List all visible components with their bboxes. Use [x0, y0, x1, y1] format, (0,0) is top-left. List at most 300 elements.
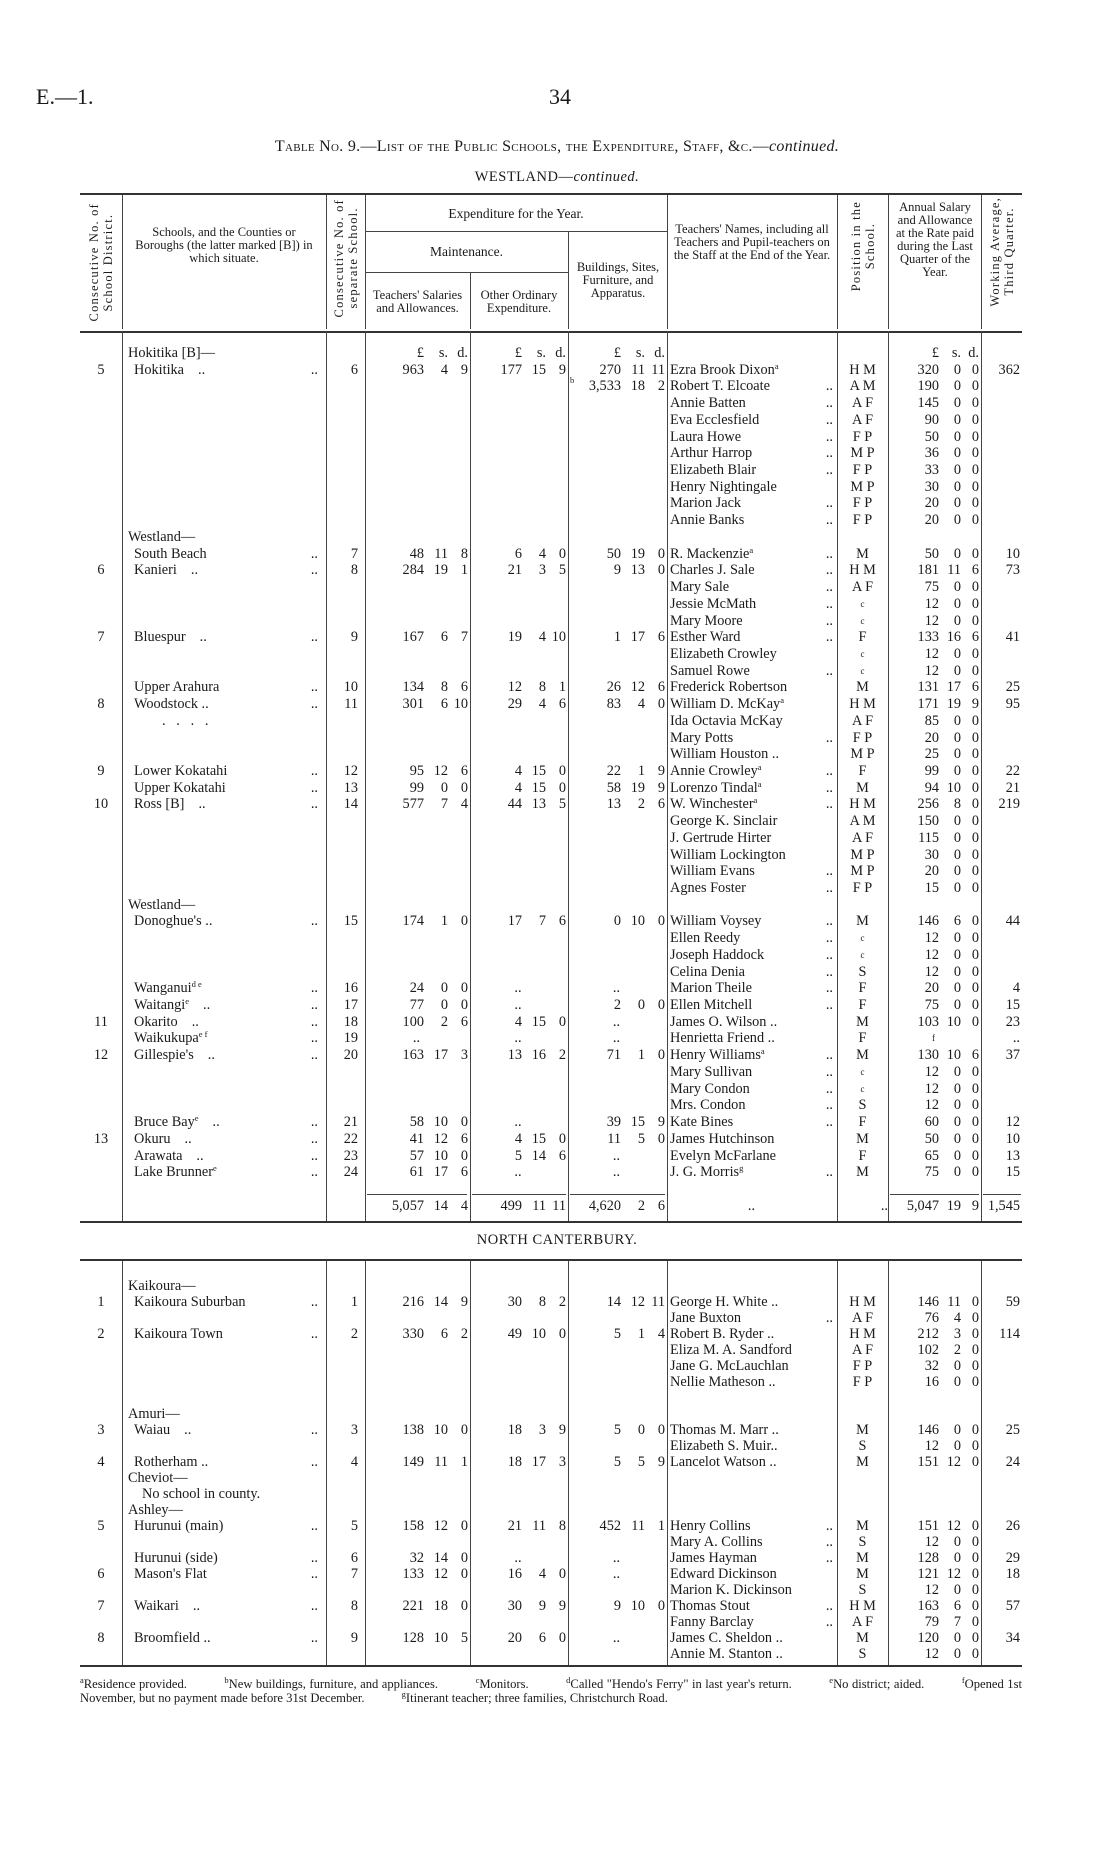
teachers-salaries-shillings: 4 [440, 361, 448, 378]
other-expenditure-shillings: 13 [531, 796, 546, 813]
teacher-position: F P [852, 1358, 873, 1374]
school-name-cell [122, 730, 326, 747]
annual-salary-shillings: 0 [953, 880, 961, 896]
teacher-name [670, 1131, 833, 1148]
working-average: 4 [1012, 980, 1020, 997]
other-expenditure-pounds: 4 [514, 1013, 522, 1030]
other-expenditure [470, 378, 568, 395]
school-number [326, 730, 365, 747]
teacher-cell [667, 730, 837, 747]
annual-salary-pence: 0 [971, 395, 979, 412]
annual-salary-pounds: 133 [917, 629, 939, 646]
other-expenditure-shillings: 14 [531, 1147, 546, 1164]
teachers-salaries-pence: 6 [460, 1164, 468, 1181]
teachers-salaries [365, 1310, 470, 1326]
teacher-position: c [860, 598, 865, 609]
other-expenditure [470, 746, 568, 763]
table-row [80, 412, 1022, 429]
teacher-name [670, 1047, 826, 1064]
section-bottom-rule [80, 1665, 1022, 1667]
buildings-expenditure [568, 1131, 667, 1148]
school-name-text: Woodstock .. [134, 696, 209, 713]
column-rule [122, 331, 123, 1221]
other-expenditure [470, 1030, 568, 1047]
working-average [981, 1470, 1022, 1486]
school-name [122, 345, 318, 362]
teachers-salaries [365, 1502, 470, 1518]
buildings-expenditure-shillings: 4 [637, 696, 645, 713]
footnote-marker: e [829, 1675, 834, 1685]
school-number [326, 830, 365, 847]
teacher-cell [667, 1198, 837, 1215]
buildings-expenditure [568, 1550, 667, 1566]
annual-salary-pounds: 12 [924, 1582, 939, 1598]
header-rule [568, 231, 569, 329]
teachers-salaries [365, 763, 470, 780]
teacher-position: H M [849, 1598, 876, 1614]
other-expenditure [470, 796, 568, 813]
teacher-position [837, 529, 888, 546]
leader-dots: .. [825, 1310, 833, 1326]
school-name-cell [122, 529, 326, 546]
district-number [80, 1198, 122, 1215]
leader-dots: .. [825, 1550, 833, 1566]
school-name-text: Rotherham .. [134, 1454, 209, 1470]
teachers-salaries-shillings: 10 [433, 1630, 448, 1646]
annual-salary-pence: 6 [971, 679, 979, 696]
teacher-position: M P [850, 746, 875, 763]
teachers-salaries [365, 529, 470, 546]
annual-salary [888, 980, 981, 997]
district-number: 5 [97, 1518, 105, 1534]
teacher-position [837, 1181, 888, 1198]
teachers-salaries-pence: 6 [460, 1013, 468, 1030]
annual-salary-pounds: 36 [924, 445, 939, 462]
teachers-salaries-pounds: 57 [409, 1147, 424, 1164]
district-number [80, 1646, 122, 1662]
total-rule [983, 1194, 1021, 1195]
school-number [326, 1081, 365, 1098]
school-number [326, 1374, 365, 1390]
teacher-cell [667, 679, 837, 696]
teacher-position: M [856, 1164, 869, 1181]
table-row [80, 1630, 1022, 1646]
buildings-expenditure-pounds: 71 [606, 1047, 621, 1064]
teachers-salaries-pence: 7 [460, 629, 468, 646]
annual-salary-shillings: 0 [953, 1080, 961, 1097]
district-number [80, 913, 122, 930]
other-expenditure [470, 1198, 568, 1215]
annual-salary-pence: 0 [971, 1294, 979, 1310]
buildings-expenditure-pence: d. [654, 345, 665, 361]
annual-salary-shillings: 10 [946, 1013, 961, 1030]
annual-salary-pence: 0 [971, 361, 979, 378]
other-expenditure-pence: 0 [558, 779, 566, 796]
working-average [981, 345, 1022, 362]
other-expenditure [470, 1081, 568, 1098]
leader-dots: .. [825, 930, 833, 947]
footnote-marker: c [475, 1675, 480, 1685]
other-expenditure [470, 947, 568, 964]
other-expenditure [470, 412, 568, 429]
leader-dots: .. [203, 997, 211, 1014]
teacher-cell [667, 1181, 837, 1198]
teacher-cell [667, 378, 837, 395]
teachers-salaries-pence: 4 [460, 796, 468, 813]
teachers-salaries-pence: 2 [460, 1326, 468, 1342]
school-name-cell [122, 1534, 326, 1550]
table-row [80, 880, 1022, 897]
other-expenditure [470, 1148, 568, 1165]
working-average: 1,545 [987, 1197, 1020, 1214]
working-average [981, 395, 1022, 412]
district-number: 5 [97, 361, 105, 378]
buildings-expenditure-pounds: 9 [613, 1598, 621, 1614]
annual-salary-pence: 0 [971, 1130, 979, 1147]
teacher-name-text: James O. Wilson .. [670, 1013, 778, 1030]
teacher-cell [667, 897, 837, 914]
school-number: 18 [343, 1013, 358, 1030]
teacher-name [670, 1566, 833, 1582]
buildings-expenditure-pounds: 0 [613, 913, 621, 930]
buildings-expenditure [568, 713, 667, 730]
other-expenditure-pounds: 19 [507, 629, 522, 646]
working-average [981, 663, 1022, 680]
footnote-text: Monitors. [479, 1677, 529, 1691]
teachers-salaries [365, 1518, 470, 1534]
district-number [80, 1310, 122, 1326]
other-expenditure [470, 679, 568, 696]
annual-salary-pounds: 163 [917, 1598, 939, 1614]
teacher-name-text: James Hayman [670, 1550, 757, 1566]
annual-salary-shillings: 19 [946, 696, 961, 713]
teacher-name-text: Thomas M. Marr .. [670, 1422, 779, 1438]
buildings-expenditure-shillings: 13 [630, 562, 645, 579]
other-expenditure [470, 1454, 568, 1470]
teacher-name [670, 1454, 833, 1470]
buildings-expenditure [568, 847, 667, 864]
other-expenditure-value: .. [514, 1164, 522, 1181]
teacher-position: S [858, 1582, 867, 1598]
annual-salary-pounds: 128 [917, 1550, 939, 1566]
teacher-name-text: J. Gertrude Hirter [670, 829, 772, 846]
leader-dots: .. [310, 779, 318, 796]
annual-salary [888, 863, 981, 880]
teacher-position: A M [849, 378, 876, 395]
buildings-expenditure [568, 362, 667, 379]
footnote [224, 1677, 438, 1691]
other-expenditure-value: .. [514, 980, 522, 997]
annual-salary [888, 1030, 981, 1047]
annual-salary [888, 1097, 981, 1114]
teacher-name-text: Celina Denia [670, 963, 746, 980]
header-rule [667, 195, 668, 329]
school-name-cell [122, 596, 326, 613]
annual-salary-shillings: 7 [953, 1614, 961, 1630]
annual-salary-pounds: 256 [917, 796, 939, 813]
annual-salary-shillings: 0 [953, 378, 961, 395]
teacher-name [670, 1014, 833, 1031]
footnote [402, 1691, 668, 1705]
teacher-name-text: Mary Moore [670, 612, 743, 629]
other-expenditure-pence: 6 [558, 913, 566, 930]
district-number [80, 429, 122, 446]
working-average: 24 [1005, 1454, 1020, 1470]
annual-salary [888, 1310, 981, 1326]
annual-salary-pence: 0 [971, 863, 979, 880]
column-rule [326, 331, 327, 1221]
buildings-expenditure: 3,533 18 2 b [570, 375, 665, 395]
buildings-expenditure-value: .. [612, 1630, 621, 1646]
teacher-cell [667, 596, 837, 613]
annual-salary-pounds: 79 [924, 1614, 939, 1630]
annual-salary-pence: 0 [971, 1422, 979, 1438]
teacher-name [670, 696, 833, 713]
annual-salary-pence: d. [968, 345, 979, 361]
teachers-salaries-pence: 1 [460, 1454, 468, 1470]
annual-salary-pence: 0 [971, 980, 979, 997]
other-expenditure-shillings: 4 [538, 696, 546, 713]
table-row [80, 1294, 1022, 1310]
teachers-salaries-pounds: 158 [402, 1518, 424, 1534]
teacher-position: M P [850, 846, 875, 863]
teacher-position [837, 1486, 888, 1502]
school-name-text: Upper Kokatahi [134, 779, 226, 796]
school-name-text: Lower Kokatahi [134, 762, 228, 779]
header-school-no: Consecutive No. of separate School. [331, 199, 360, 318]
district-number [80, 1148, 122, 1165]
district-number [80, 378, 122, 395]
working-average [981, 495, 1022, 512]
other-expenditure-shillings: 8 [538, 679, 546, 696]
teacher-position: M [856, 913, 869, 930]
leader-dots: .. [825, 462, 833, 479]
table-row [80, 1550, 1022, 1566]
other-expenditure [470, 1342, 568, 1358]
teacher-position: A F [851, 579, 874, 596]
other-expenditure-value: .. [514, 1114, 522, 1131]
buildings-expenditure [568, 1486, 667, 1502]
teacher-name [670, 646, 833, 663]
teacher-name-text: George H. White .. [670, 1294, 779, 1310]
header-rule [888, 195, 889, 329]
teacher-position [837, 1502, 888, 1518]
annual-salary-shillings: 0 [953, 645, 961, 662]
annual-salary-shillings: 19 [946, 1197, 961, 1214]
other-expenditure-pence: 0 [558, 762, 566, 779]
leader-dots: .. [212, 1114, 220, 1131]
header-rule [365, 231, 667, 232]
teacher-name-text: William Lockington [670, 846, 786, 863]
teacher-cell [667, 1064, 837, 1081]
school-name [122, 1326, 311, 1342]
annual-salary-shillings: 0 [953, 963, 961, 980]
other-expenditure-shillings: 6 [538, 1630, 546, 1646]
annual-salary-shillings: 0 [953, 1164, 961, 1181]
annual-salary [888, 947, 981, 964]
teacher-position: A F [851, 411, 874, 428]
buildings-expenditure [568, 696, 667, 713]
district-number: 3 [97, 1422, 105, 1438]
school-name-cell [122, 495, 326, 512]
buildings-expenditure-pounds: 4,620 [588, 1197, 621, 1214]
school-name-cell [122, 1374, 326, 1390]
school-name [122, 1550, 311, 1566]
teachers-salaries [365, 1486, 470, 1502]
district-number [80, 679, 122, 696]
buildings-expenditure-shillings: 10 [630, 913, 645, 930]
buildings-expenditure-pounds: 26 [606, 679, 621, 696]
school-name-cell [122, 780, 326, 797]
annual-salary-shillings: 0 [953, 1114, 961, 1131]
annual-salary [888, 763, 981, 780]
other-expenditure [470, 1014, 568, 1031]
teacher-name [670, 1422, 833, 1438]
buildings-expenditure-pence: 6 [657, 1197, 665, 1214]
school-name-cell [122, 1502, 326, 1518]
school-name-cell [122, 1047, 326, 1064]
leader-dots: .. [825, 779, 833, 796]
school-name-text: South Beach [134, 545, 207, 562]
teacher-name-text: Esther Ward [670, 629, 741, 646]
annual-salary-shillings: 0 [953, 1358, 961, 1374]
table-row [80, 1438, 1022, 1454]
footnote-marker: e [185, 996, 190, 1007]
leader-dots: .. [198, 796, 206, 813]
table-row [80, 1390, 1022, 1406]
other-expenditure [470, 1518, 568, 1534]
teachers-salaries-shillings: 17 [433, 1164, 448, 1181]
school-name-text: Bluespur [134, 629, 186, 646]
column-rule [667, 1261, 668, 1665]
annual-salary-shillings: 0 [953, 980, 961, 997]
table-row [80, 1342, 1022, 1358]
school-number [326, 1310, 365, 1326]
leader-dots: .. [310, 997, 318, 1014]
table-row [80, 1646, 1022, 1662]
teacher-cell [667, 947, 837, 964]
annual-salary [888, 1014, 981, 1031]
annual-salary-pounds: 12 [924, 1646, 939, 1662]
leader-dots: .. [825, 579, 833, 596]
school-name-cell [122, 1342, 326, 1358]
table-row [80, 679, 1022, 696]
other-expenditure [470, 663, 568, 680]
annual-salary-pounds: 12 [924, 645, 939, 662]
annual-salary-pence: 0 [971, 1566, 979, 1582]
leader-dots: .. [825, 1518, 833, 1534]
school-name-text: Waiau [134, 1422, 171, 1438]
other-expenditure-pence: 0 [558, 1013, 566, 1030]
annual-salary-pence: 0 [971, 1454, 979, 1470]
teachers-salaries [365, 696, 470, 713]
buildings-expenditure-value: .. [612, 1164, 621, 1181]
school-number: 11 [344, 696, 358, 713]
school-number [326, 1486, 365, 1502]
teacher-name-text: William Voysey [670, 913, 762, 930]
school-name-cell [122, 1097, 326, 1114]
leader-dots: .. [207, 1047, 215, 1064]
table-row [80, 763, 1022, 780]
school-name-text: Kaikoura Town [134, 1326, 223, 1342]
annual-salary-pence: 0 [971, 813, 979, 830]
other-expenditure-pounds: 499 [500, 1197, 522, 1214]
teacher-name [670, 512, 826, 529]
annual-salary-shillings: 0 [953, 762, 961, 779]
teacher-name-text: Thomas Stout [670, 1598, 750, 1614]
other-expenditure-pounds: 4 [514, 779, 522, 796]
school-number [326, 947, 365, 964]
teachers-salaries-shillings: 6 [440, 1326, 448, 1342]
buildings-expenditure [568, 529, 667, 546]
teachers-salaries-pence: 9 [460, 1294, 468, 1310]
teacher-cell [667, 1278, 837, 1294]
annual-salary-pence: 0 [971, 411, 979, 428]
buildings-expenditure-shillings: 0 [637, 997, 645, 1014]
teachers-salaries-pence: 0 [460, 1147, 468, 1164]
annual-salary-shillings: 12 [946, 1454, 961, 1470]
annual-salary-shillings: 0 [953, 1422, 961, 1438]
teachers-salaries [365, 897, 470, 914]
teacher-position [837, 897, 888, 914]
other-expenditure-shillings: 3 [538, 1422, 546, 1438]
working-average [981, 1486, 1022, 1502]
header-position: Position in the School. [848, 201, 877, 292]
teacher-cell [667, 646, 837, 663]
school-name [122, 1047, 311, 1064]
working-average [981, 378, 1022, 395]
annual-salary-shillings: 0 [953, 579, 961, 596]
teacher-position: A M [849, 813, 876, 830]
district-number [80, 880, 122, 897]
annual-salary-pence: 0 [971, 1013, 979, 1030]
footnote-marker: d [566, 1675, 571, 1685]
annual-salary [888, 1114, 981, 1131]
school-number [326, 429, 365, 446]
school-name-text: Westland— [128, 896, 196, 913]
buildings-expenditure-shillings: 11 [631, 361, 645, 378]
leader-dots: .. [191, 1013, 199, 1030]
other-expenditure-value: .. [514, 997, 522, 1014]
annual-salary-pounds: 12 [924, 662, 939, 679]
annual-salary [888, 830, 981, 847]
school-name-text: Hokitika [B]— [128, 345, 215, 361]
school-name-cell [122, 546, 326, 563]
buildings-expenditure-pence: 1 [657, 1518, 665, 1534]
school-name-text: Cheviot— [128, 1470, 188, 1486]
leader-dots: .. [310, 1130, 318, 1147]
other-expenditure [470, 529, 568, 546]
school-name-text: Kaikoura— [128, 1278, 196, 1294]
school-name [122, 1470, 318, 1486]
buildings-expenditure [568, 1310, 667, 1326]
other-expenditure-shillings: 7 [538, 913, 546, 930]
teachers-salaries-shillings: 14 [433, 1197, 448, 1214]
annual-salary-pence: 0 [971, 645, 979, 662]
other-expenditure [470, 1310, 568, 1326]
teacher-position: H M [849, 562, 876, 579]
district-number [80, 663, 122, 680]
working-average [981, 579, 1022, 596]
teachers-salaries [365, 980, 470, 997]
teacher-cell [667, 1326, 837, 1342]
other-expenditure-pence: 0 [558, 1630, 566, 1646]
working-average [981, 813, 1022, 830]
footnote-text: Called "Hendo's Ferry" in last year's return. [570, 1677, 792, 1691]
working-average [981, 1081, 1022, 1098]
annual-salary-pounds: 30 [924, 478, 939, 495]
other-expenditure-pence: 6 [558, 1147, 566, 1164]
